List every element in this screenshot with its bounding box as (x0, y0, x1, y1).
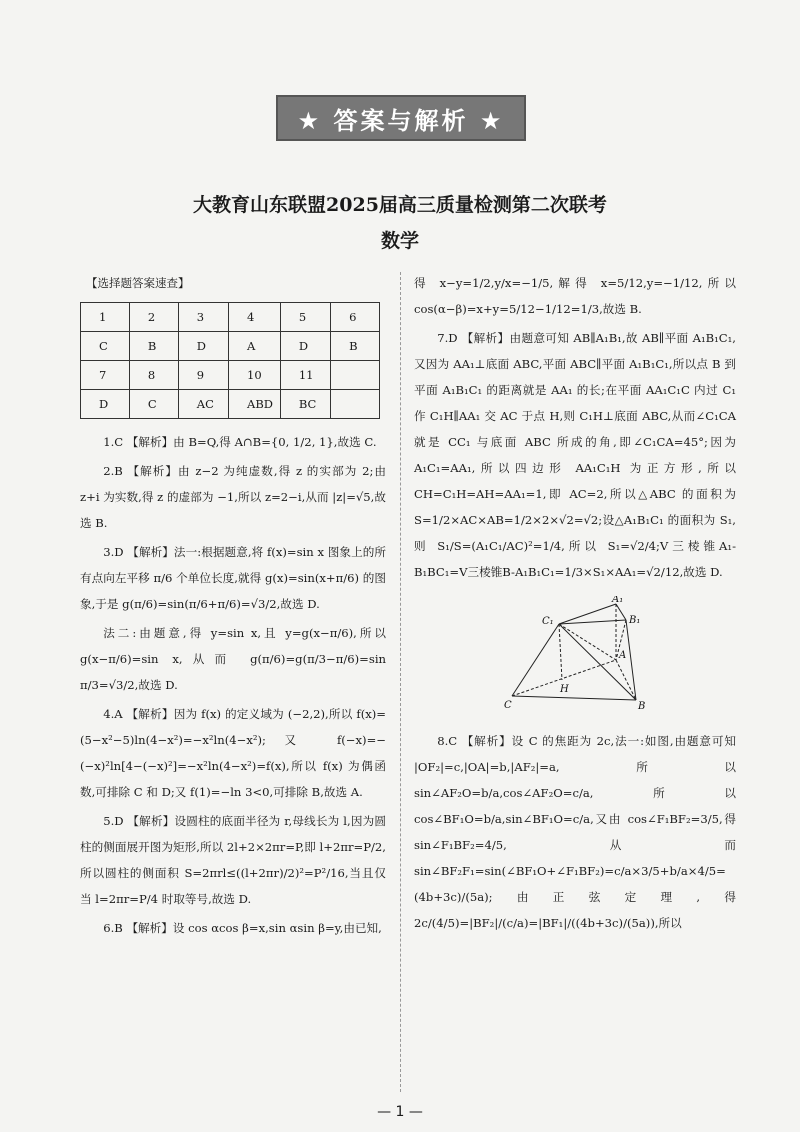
exam-title: 大教育山东联盟2025届高三质量检测第二次联考 (193, 194, 607, 216)
table-cell: ABD (229, 390, 281, 419)
solution-q3-method2: 法二:由题意,得 y=sin x,且 y=g(x−π/6),所以 g(x−π/6)=sin x,从而 g(π/6)=g(π/3−π/6)=sin π/3=√3/2,故选 D. (80, 626, 386, 692)
prism-figure (504, 596, 654, 711)
answer-banner: ★ 答案与解析 ★ (276, 95, 526, 141)
solution-q6-end: 得 x−y=1/2,y/x=−1/5,解得 x=5/12,y=−1/12,所以 cos(α−β)=x+y=5/12−1/12=1/3,故选 B. (414, 276, 736, 316)
table-cell: 6 (331, 303, 380, 332)
solution-q7: 7.D 【解析】由题意可知 AB∥A₁B₁,故 AB∥平面 A₁B₁C₁,又因为 AA₁⊥底面 ABC,平面 ABC∥平面 A₁B₁C₁,所以点 B 到平面 A₁B₁C₁ 的距离就是 AA₁ 的长;在平面 AA₁C₁C 内过 C₁ 作 C₁H∥AA₁ 交 AC 于点 H,则 C₁H⊥底面 ABC,从而∠C₁CA 就是 CC₁ 与底面 ABC 所成的角,即∠C₁CA=45°;因为 A₁C₁=AA₁,所以四边形 AA₁C₁H 为正方形,所以 CH=C₁H=AH=AA₁=1,即 AC=2,所以△ABC 的面积为 S=1/2×AC×AB=1/2×2×√2=√2;设△A₁B₁C₁ 的面积为 S₁,则 S₁/S=(A₁C₁/AC)²=1/4,所以 S₁=√2/4;V三棱锥A₁-B₁BC₁=V三棱锥B-A₁B₁C₁=1/3×S₁×AA₁=√2/12,故选 D. (414, 331, 736, 579)
table-row (81, 361, 380, 390)
table-row (81, 332, 380, 361)
column-divider (400, 272, 401, 1092)
table-cell: AC (178, 390, 228, 419)
edge-c1-h (559, 624, 562, 680)
edge-c1-a (559, 624, 616, 660)
table-cell: 4 (229, 303, 281, 332)
table-row (81, 390, 380, 419)
edge-b-b1 (626, 620, 636, 700)
page-number: — 1 — (377, 1104, 423, 1120)
label-c1: C₁ (542, 616, 554, 627)
solution-q1: 1.C 【解析】由 B=Q,得 A∩B={0, 1/2, 1},故选 C. (103, 435, 377, 449)
solution-q5: 5.D 【解析】设圆柱的底面半径为 r,母线长为 l,因为圆柱的侧面展开图为矩形,所以 2l+2×2πr=P,即 l+2πr=P/2,所以圆柱的侧面积 S=2πrl≤((l+2πr)/2)²=P²/16,当且仅当 l=2πr=P/4 时取等号,故选 D. (80, 814, 386, 906)
edge-c1-b (559, 624, 636, 700)
solution-q4: 4.A 【解析】因为 f(x) 的定义域为 (−2,2),所以 f(x)=(5−x²−5)ln(4−x²)=−x²ln(4−x²);又 f(−x)=−(−x)²ln[4−(−x)²]=−x²ln(4−x²)=f(x),所以 f(x) 为偶函数,可排除 C 和 D;又 f(1)=−ln 3<0,可排除 B,故选 A. (80, 707, 386, 799)
table-cell: D (280, 332, 330, 361)
table-cell: 11 (280, 361, 330, 390)
solution-q3-method1: 3.D 【解析】法一:根据题意,将 f(x)=sin x 图象上的所有点向左平移 π/6 个单位长度,就得 g(x)=sin(x+π/6) 的图象,于是 g(π/6)=sin(π/6+π/6)=√3/2,故选 D. (80, 545, 386, 611)
left-column (80, 270, 386, 944)
quick-check-header: 【选择题答案速查】 (86, 276, 190, 290)
label-b1: B₁ (629, 615, 641, 626)
table-cell: 10 (229, 361, 281, 390)
table-cell: B (331, 332, 380, 361)
table-cell: 9 (178, 361, 228, 390)
table-cell (331, 361, 380, 390)
answer-table (80, 302, 380, 419)
table-cell: 7 (81, 361, 130, 390)
label-a1: A₁ (612, 596, 624, 605)
label-a: A (619, 650, 627, 661)
table-cell: 2 (129, 303, 178, 332)
edge-c-c1 (512, 624, 559, 696)
table-cell: BC (280, 390, 330, 419)
table-row (81, 303, 380, 332)
table-cell: C (129, 390, 178, 419)
label-c: C (504, 700, 512, 711)
table-cell: B (129, 332, 178, 361)
table-cell: 5 (280, 303, 330, 332)
table-cell: D (178, 332, 228, 361)
label-b: B (638, 701, 646, 711)
label-h: H (560, 684, 569, 695)
table-cell: C (81, 332, 130, 361)
table-cell: 1 (81, 303, 130, 332)
table-cell: 3 (178, 303, 228, 332)
subject-title: 数学 (380, 230, 419, 252)
solution-q2: 2.B 【解析】由 z−2 为纯虚数,得 z 的实部为 2;由 z+i 为实数,得 z 的虚部为 −1,所以 z=2−i,从而 |z|=√5,故选 B. (80, 464, 386, 530)
solution-q6-start: 6.B 【解析】设 cos αcos β=x,sin αsin β=y,由已知, (103, 921, 382, 935)
edge-c-b (512, 696, 636, 700)
table-cell: A (229, 332, 281, 361)
table-cell (331, 390, 380, 419)
right-column (414, 270, 736, 939)
table-cell: 8 (129, 361, 178, 390)
solution-q8: 8.C 【解析】设 C 的焦距为 2c,法一:如图,由题意可知 |OF₂|=c,|OA|=b,|AF₂|=a,所以 sin∠AF₂O=b/a,cos∠AF₂O=c/a,所以 cos∠BF₁O=b/a,sin∠BF₁O=c/a,又由 cos∠F₁BF₂=3/5,得 sin∠F₁BF₂=4/5,从而 sin∠BF₂F₁=sin(∠BF₁O+∠F₁BF₂)=c/a×3/5+b/a×4/5=(4b+3c)/(5a);由正弦定理,得 2c/(4/5)=|BF₂|/(c/a)=|BF₁|/((4b+3c)/(5a)),所以 (414, 734, 736, 930)
edge-a1-b1 (616, 604, 626, 620)
table-cell: D (81, 390, 130, 419)
